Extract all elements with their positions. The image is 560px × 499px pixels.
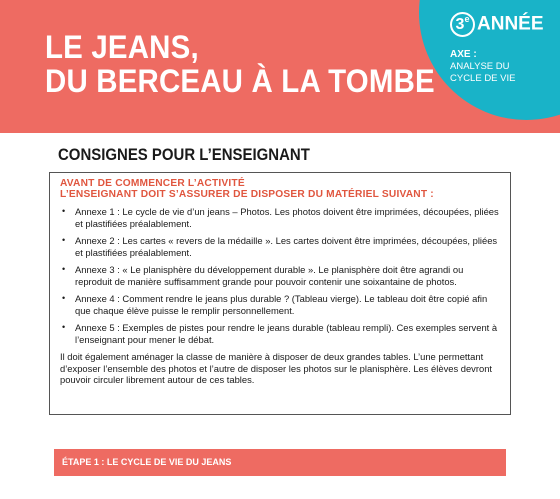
- axe-line-2: CYCLE DE VIE: [450, 73, 516, 84]
- grade-label: [450, 12, 544, 37]
- page-title: [45, 30, 435, 98]
- bullet-icon: •: [62, 264, 66, 274]
- materials-heading-line-1: AVANT DE COMMENCER L’ACTIVITÉ: [60, 178, 245, 189]
- list-item: • Annexe 1 : Le cycle de vie d’un jeans – Photos. Les photos doivent être imprimées, découpées, pliées et plastifiées préalablement.: [62, 206, 499, 229]
- title-line-1: LE JEANS,: [45, 29, 199, 65]
- list-item: • Annexe 3 : « Le planisphère du développement durable ». Le planisphère doit être agrandi ou reproduit de manière suffisamment grande pour pouvoir contenir une soixantaine de photos.: [62, 264, 464, 287]
- bullet-icon: •: [62, 235, 66, 245]
- classroom-instructions: Il doit également aménager la classe de manière à disposer de deux grandes tables. L’une permettant d’exposer l’ensemble des photos et l’autre de disposer les photos sur le planisphère. Les élèves devront pouvoir circuler librement autour de ces tables.: [60, 351, 493, 385]
- materials-heading-line-2: L’ENSEIGNANT DOIT S’ASSURER DE DISPOSER DU MATÉRIEL SUIVANT :: [60, 189, 434, 200]
- list-item: • Annexe 2 : Les cartes « revers de la médaille ». Les cartes doivent être imprimées, découpées, pliées et plastifiées préalablement.: [62, 235, 498, 258]
- grade-text: ANNÉE: [477, 13, 544, 35]
- list-item: • Annexe 5 : Exemples de pistes pour rendre le jeans durable (tableau rempli). Ces exemples servent à l’enseignant pour mener le débat.: [62, 322, 498, 345]
- title-line-2: DU BERCEAU À LA TOMBE: [45, 63, 435, 99]
- grade-number-badge: 3e: [450, 12, 475, 37]
- axe-label: AXE :: [450, 49, 477, 60]
- list-item: • Annexe 4 : Comment rendre le jeans plus durable ? (Tableau vierge). Le tableau doit être copié afin que chaque élève puisse le remplir personnellement.: [62, 293, 488, 316]
- materials-heading: [60, 178, 500, 200]
- axe-info: [450, 49, 515, 85]
- bullet-icon: •: [62, 293, 66, 303]
- section-title: CONSIGNES POUR L’ENSEIGNANT: [58, 145, 310, 164]
- axe-line-1: ANALYSE DU: [450, 61, 510, 72]
- bullet-icon: •: [62, 322, 66, 332]
- bullet-icon: •: [62, 206, 66, 216]
- header-banner: [0, 0, 560, 133]
- step-1-bar: ÉTAPE 1 : LE CYCLE DE VIE DU JEANS: [54, 449, 506, 476]
- annex-list: [60, 206, 500, 345]
- materials-box: [49, 172, 511, 415]
